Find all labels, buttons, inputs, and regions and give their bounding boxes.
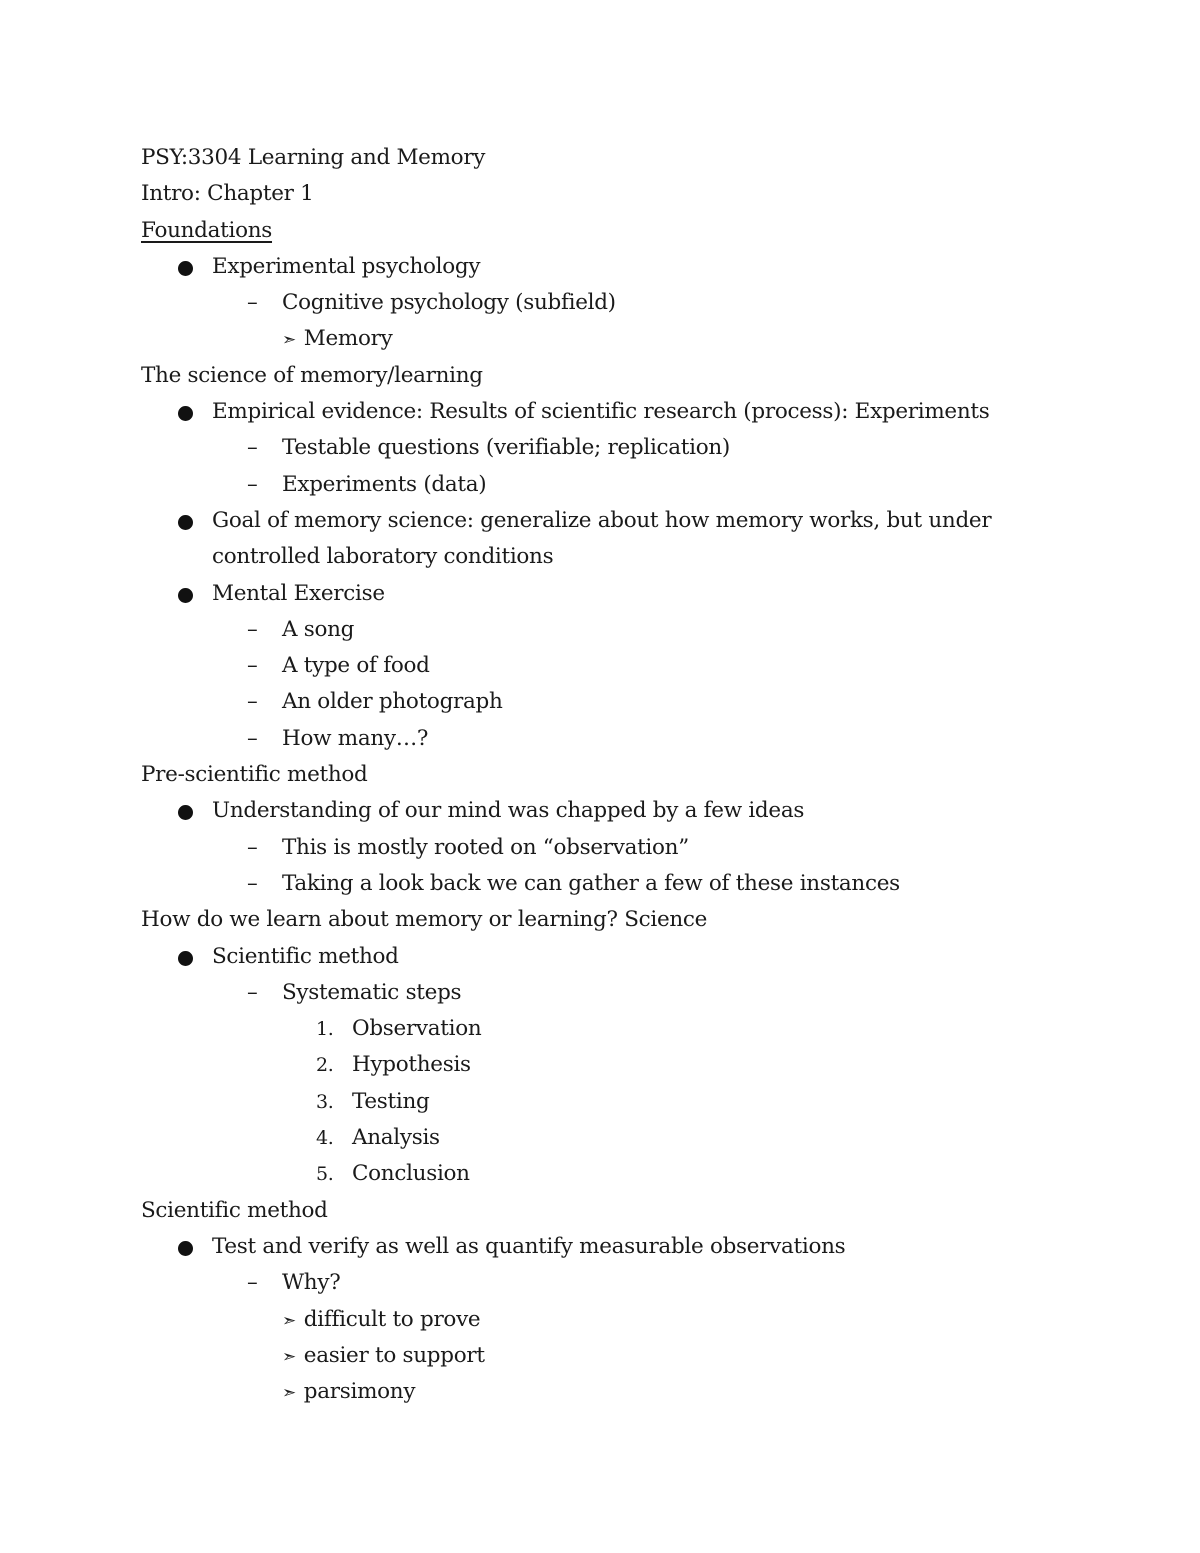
section-heading-foundations: Foundations xyxy=(141,217,273,243)
list-item: – An older photograph xyxy=(141,684,1101,720)
list-item: – Why? xyxy=(141,1265,1101,1301)
bullet-icon xyxy=(178,951,193,966)
bullet-icon xyxy=(178,1241,193,1256)
list-item: Understanding of our mind was chapped by a few ideas xyxy=(141,793,1101,829)
bullet-icon xyxy=(178,805,193,820)
numbered-item: 3. Testing xyxy=(141,1084,1101,1120)
numbered-item: 5. Conclusion xyxy=(141,1156,1101,1192)
dash-icon: – xyxy=(247,834,258,860)
list-item: ➣ Memory xyxy=(282,326,393,352)
list-item: Mental Exercise xyxy=(141,576,1101,612)
numbered-item: 4. Analysis xyxy=(141,1120,1101,1156)
list-item: Empirical evidence: Results of scientific research (process): Experiments xyxy=(141,394,1101,430)
dash-icon: – xyxy=(247,290,258,316)
step-number: 5. xyxy=(316,1163,334,1186)
arrow-bullet-icon: ➣ xyxy=(282,1310,294,1331)
list-item: – How many…? xyxy=(141,721,1101,757)
list-item: – Testable questions (verifiable; replication) xyxy=(141,430,1101,466)
section-heading-prescientific: Pre-scientific method xyxy=(141,762,368,788)
list-item: – Cognitive psychology (subfield) xyxy=(141,285,1101,321)
step-number: 1. xyxy=(316,1018,334,1041)
numbered-item: 2. Hypothesis xyxy=(141,1047,1101,1083)
arrow-bullet-icon: ➣ xyxy=(282,330,294,351)
dash-icon: – xyxy=(247,725,258,751)
chapter-subtitle: Intro: Chapter 1 xyxy=(141,181,314,207)
section-heading-science: The science of memory/learning xyxy=(141,362,483,388)
list-item: ➣ easier to support xyxy=(282,1342,485,1368)
bullet-icon xyxy=(178,515,193,530)
step-number: 2. xyxy=(316,1054,334,1077)
list-item: Experimental psychology xyxy=(141,249,1101,285)
list-item: – This is mostly rooted on “observation” xyxy=(141,830,1101,866)
arrow-bullet-icon: ➣ xyxy=(282,1383,294,1404)
dash-icon: – xyxy=(247,435,258,461)
dash-icon: – xyxy=(247,653,258,679)
dash-icon: – xyxy=(247,979,258,1005)
list-item: – Systematic steps xyxy=(141,975,1101,1011)
document-page xyxy=(141,140,1101,1410)
list-item: – A song xyxy=(141,612,1101,648)
section-heading-how: How do we learn about memory or learning? Science xyxy=(141,907,708,933)
list-item: ➣ parsimony xyxy=(282,1379,416,1405)
list-item: Scientific method xyxy=(141,939,1101,975)
list-item-continuation: controlled laboratory conditions xyxy=(212,544,554,570)
dash-icon: – xyxy=(247,471,258,497)
section-heading-method: Scientific method xyxy=(141,1197,328,1223)
course-title: PSY:3304 Learning and Memory xyxy=(141,145,486,170)
step-number: 4. xyxy=(316,1127,334,1150)
arrow-bullet-icon: ➣ xyxy=(282,1346,294,1367)
bullet-icon xyxy=(178,261,193,276)
bullet-icon xyxy=(178,588,193,603)
list-item: Goal of memory science: generalize about how memory works, but under xyxy=(141,503,1101,539)
bullet-icon xyxy=(178,406,193,421)
list-item: – Taking a look back we can gather a few of these instances xyxy=(141,866,1101,902)
list-item: – Experiments (data) xyxy=(141,467,1101,503)
list-item: – A type of food xyxy=(141,648,1101,684)
dash-icon: – xyxy=(247,1270,258,1296)
step-number: 3. xyxy=(316,1090,334,1113)
numbered-item: 1. Observation xyxy=(141,1011,1101,1047)
dash-icon: – xyxy=(247,616,258,642)
list-item: Test and verify as well as quantify measurable observations xyxy=(141,1229,1101,1265)
dash-icon: – xyxy=(247,689,258,715)
dash-icon: – xyxy=(247,870,258,896)
list-item: ➣ difficult to prove xyxy=(282,1306,481,1332)
